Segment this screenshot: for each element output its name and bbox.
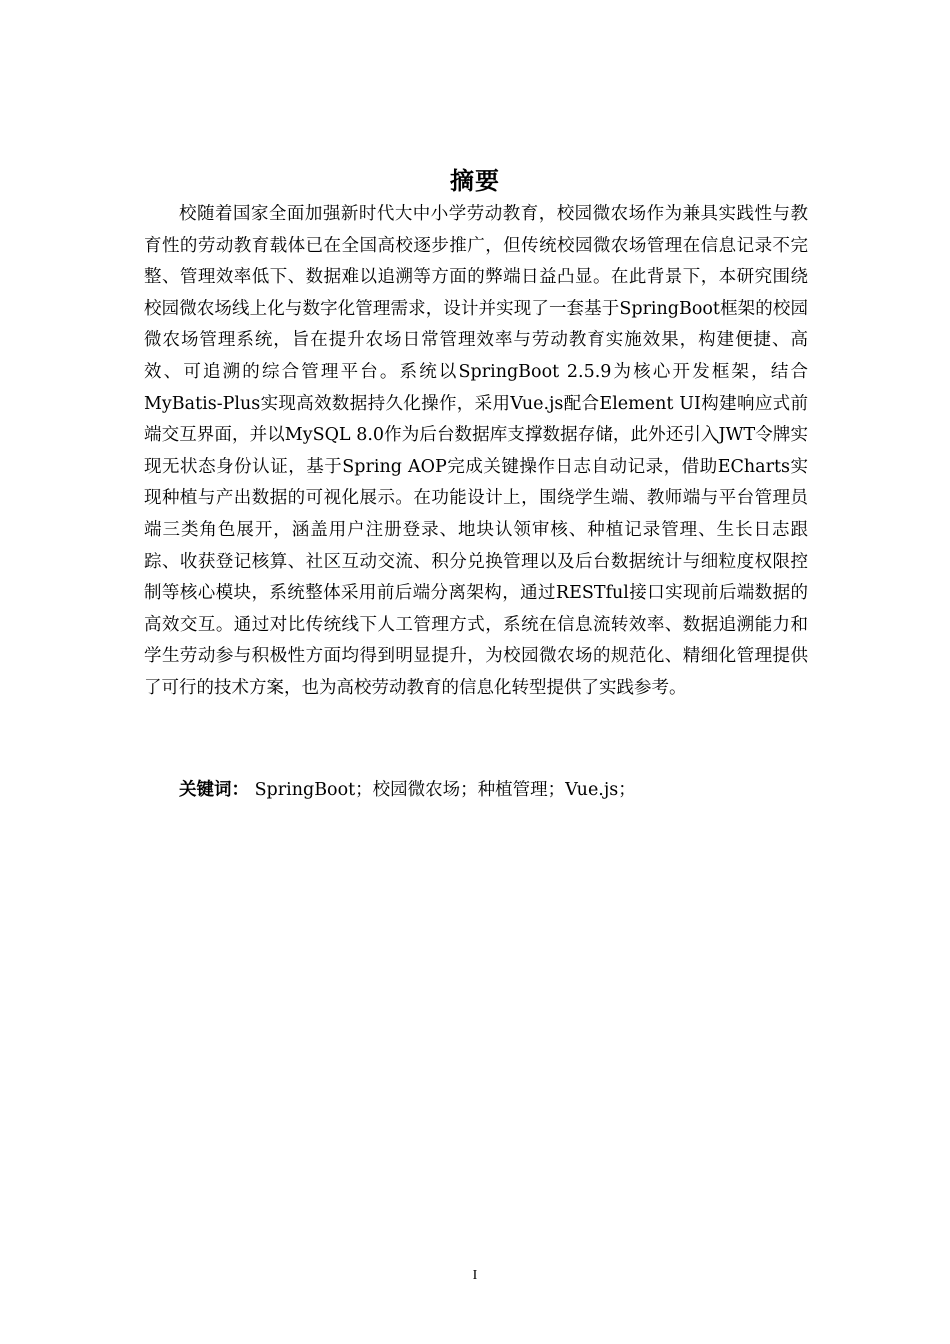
keywords-line bbox=[144, 775, 808, 807]
keywords-label: 关键词： bbox=[179, 780, 249, 800]
abstract-body: 校随着国家全面加强新时代大中小学劳动教育，校园微农场作为兼具实践性与教育性的劳动教育载体已在全国高校逐步推广，但传统校园微农场管理在信息记录不完整、管理效率低下、数据难以追溯等方面的弊端日益凸显。在此背景下，本研究围绕校园微农场线上化与数字化管理需求，设计并实现了一套基于SpringBoot框架的校园微农场管理系统，旨在提升农场日常管理效率与劳动教育实施效果，构建便捷、高效、可追溯的综合管理平台。系统以SpringBoot 2.5.9为核心开发框架，结合MyBatis-Plus实现高效数据持久化操作，采用Vue.js配合Element UI构建响应式前端交互界面，并以MySQL 8.0作为后台数据库支撑数据存储，此外还引入JWT令牌实现无状态身份认证，基于Spring AOP完成关键操作日志自动记录，借助ECharts实现种植与产出数据的可视化展示。在功能设计上，围绕学生端、教师端与平台管理员端三类角色展开，涵盖用户注册登录、地块认领审核、种植记录管理、生长日志跟踪、收获登记核算、社区互动交流、积分兑换管理以及后台数据统计与细粒度权限控制等核心模块，系统整体采用前后端分离架构，通过RESTful接口实现前后端数据的高效交互。通过对比传统线下人工管理方式，系统在信息流转效率、数据追溯能力和学生劳动参与积极性方面均得到明显提升，为校园微农场的规范化、精细化管理提供了可行的技术方案，也为高校劳动教育的信息化转型提供了实践参考。 bbox=[144, 204, 808, 698]
page-number: I bbox=[472, 1268, 478, 1283]
abstract-title: 摘要 bbox=[450, 167, 500, 195]
keywords-value: SpringBoot；校园微农场；种植管理；Vue.js； bbox=[249, 780, 636, 800]
